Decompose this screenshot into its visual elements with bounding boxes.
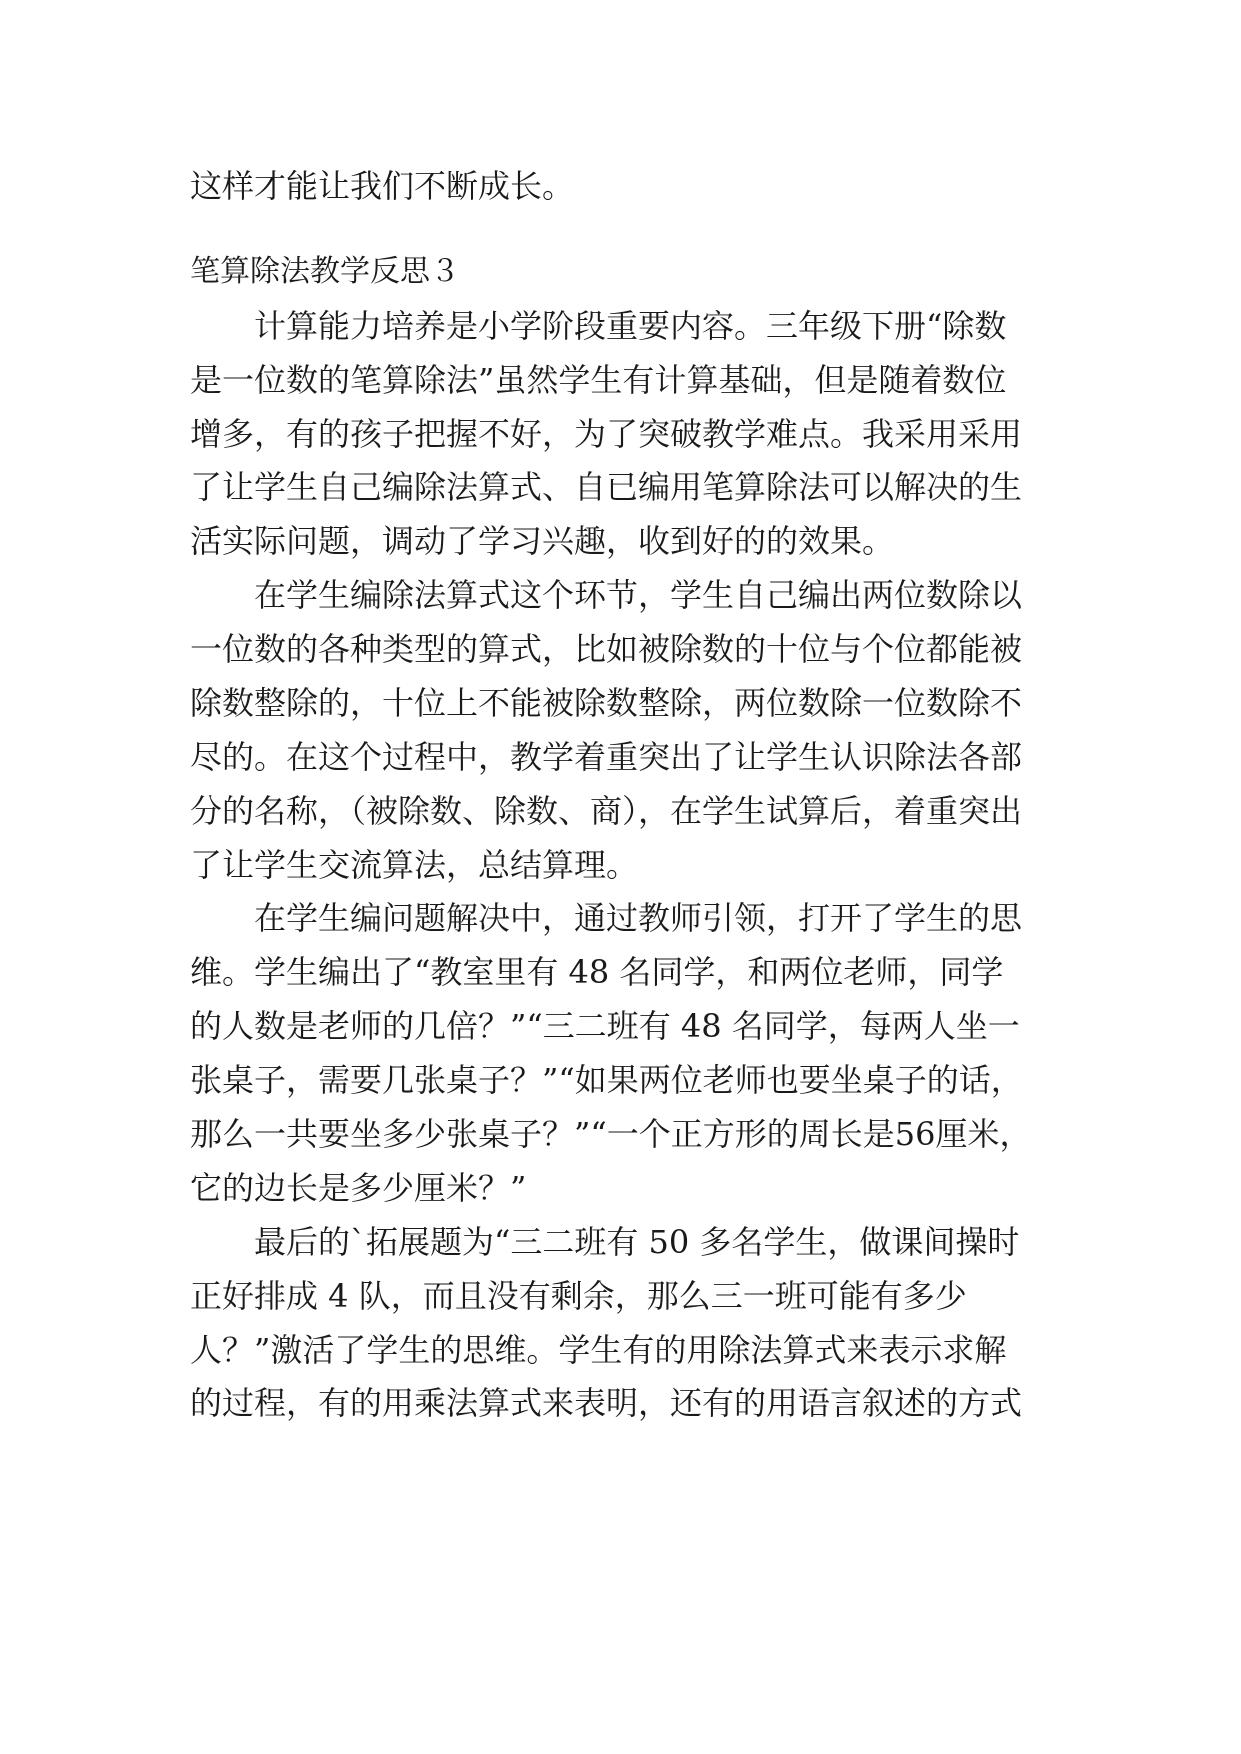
paragraph-line: 尽的。在这个过程中，教学着重突出了让学生认识除法各部 <box>190 738 1023 776</box>
paragraph-line: 计算能力培养是小学阶段重要内容。三年级下册“除数 <box>190 307 1007 345</box>
paragraph-line: 了让学生自己编除法算式、自已编用笔算除法可以解决的生 <box>190 468 1023 506</box>
paragraph-line: 正好排成 4 队，而且没有剩余，那么三一班可能有多少 <box>190 1277 967 1315</box>
paragraph-line: 是一位数的笔算除法”虽然学生有计算基础，但是随着数位 <box>190 361 1007 399</box>
paragraph-line: 了让学生交流算法，总结算理。 <box>190 846 639 884</box>
paragraph-line: 它的边长是多少厘米？” <box>190 1169 527 1207</box>
paragraph-line: 在学生编除法算式这个环节，学生自己编出两位数除以 <box>190 576 1023 614</box>
paragraph-line: 那么一共要坐多少张桌子？”“一个正方形的周长是56厘米， <box>190 1115 1032 1153</box>
paragraph-line: 一位数的各种类型的算式，比如被除数的十位与个位都能被 <box>190 630 1023 668</box>
section-title: 笔算除法教学反思３ <box>190 254 460 289</box>
paragraph-line: 最后的`拓展题为“三二班有 50 多名学生，做课间操时 <box>190 1223 1020 1261</box>
paragraph-line: 维。学生编出了“教室里有 48 名同学，和两位老师，同学 <box>190 953 1004 991</box>
paragraph-line: 张桌子，需要几张桌子？”“如果两位老师也要坐桌子的话， <box>190 1061 1023 1099</box>
paragraph-line: 除数整除的，十位上不能被除数整除，两位数除一位数除不 <box>190 684 1023 722</box>
paragraph-line: 的人数是老师的几倍？”“三二班有 48 名同学，每两人坐一 <box>190 1007 1020 1045</box>
paragraph-line: 活实际问题，调动了学习兴趣，收到好的的效果。 <box>190 522 895 560</box>
paragraph-line: 的过程，有的用乘法算式来表明，还有的用语言叙述的方式 <box>190 1384 1023 1422</box>
paragraph-line: 人？”激活了学生的思维。学生有的用除法算式来表示求解 <box>190 1331 1007 1369</box>
carry-over-text: 这样才能让我们不断成长。 <box>190 167 575 205</box>
paragraph-line: 在学生编问题解决中，通过教师引领，打开了学生的思 <box>190 899 1023 937</box>
paragraph-line: 增多，有的孩子把握不好，为了突破教学难点。我采用采用 <box>190 415 1023 453</box>
paragraph-line: 分的名称，（被除数、除数、商），在学生试算后，着重突出 <box>190 792 1023 830</box>
